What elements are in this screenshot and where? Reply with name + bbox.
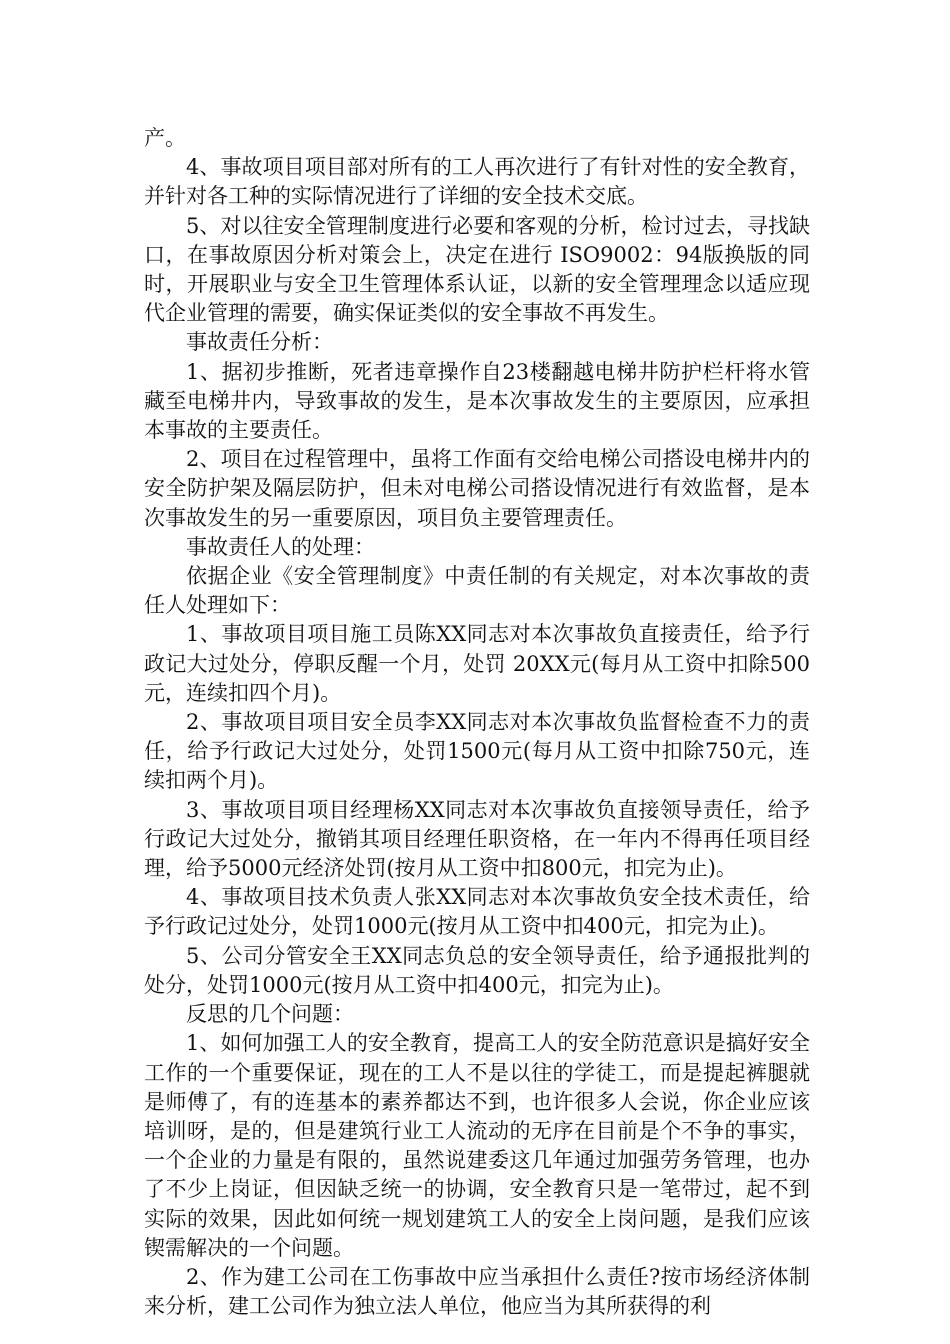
paragraph-handling-basis: 依据企业《安全管理制度》中责任制的有关规定，对本次事故的责任人处理如下：	[144, 564, 810, 618]
section-heading-responsible-person-handling: 事故责任人的处理：	[186, 534, 375, 559]
paragraph-reflection-2: 2、作为建工公司在工伤事故中应当承担什么责任?按市场经济体制来分析，建工公司作为独立法人单位，他应当为其所获得的利	[144, 1264, 810, 1319]
paragraph-handling-1: 1、事故项目项目施工员陈XX同志对本次事故负直接责任，给予行政记大过处分，停职反醒一个月，处罚 20XX元(每月从工资中扣除500元，连续扣四个月)。	[144, 622, 810, 705]
document-page	[144, 124, 810, 1321]
paragraph-item-4-safety-education: 4、事故项目项目部对所有的工人再次进行了有针对性的安全教育，并针对各工种的实际情况进行了详细的安全技术交底。	[144, 155, 810, 209]
paragraph-responsibility-2: 2、项目在过程管理中，虽将工作面有交给电梯公司搭设电梯井内的安全防护架及隔层防护，但未对电梯公司搭设情况进行有效监督，是本次事故发生的另一重要原因，项目负主要管理责任。	[144, 447, 810, 530]
paragraph-reflection-1: 1、如何加强工人的安全教育，提高工人的安全防范意识是搞好安全工作的一个重要保证，现在的工人不是以往的学徒工，而是提起裤腿就是师傅了，有的连基本的素养都达不到，也许很多人会说，你企业应该培训呀，是的，但是建筑行业工人流动的无序在目前是个不争的事实，一个企业的力量是有限的，虽然说建委这几年通过加强劳务管理，也办了不少上岗证，但因缺乏统一的协调，安全教育只是一笔带过，起不到实际的效果，因此如何统一规划建筑工人的安全上岗问题，是我们应该锲需解决的一个问题。	[144, 1031, 810, 1260]
paragraph-item-5-management-review: 5、对以往安全管理制度进行必要和客观的分析，检讨过去，寻找缺口，在事故原因分析对策会上，决定在进行 ISO9002：94版换版的同时，开展职业与安全卫生管理体系认证，以新的安全管理理念以适应现代企业管理的需要，确实保证类似的安全事故不再发生。	[144, 213, 810, 326]
paragraph-handling-5: 5、公司分管安全王XX同志负总的安全领导责任，给予通报批判的处分，处罚1000元(按月从工资中扣400元，扣完为止)。	[144, 943, 810, 997]
section-heading-reflections: 反思的几个问题：	[186, 1002, 354, 1027]
paragraph-handling-4: 4、事故项目技术负责人张XX同志对本次事故负安全技术责任，给予行政记过处分，处罚1000元(按月从工资中扣400元，扣完为止)。	[144, 885, 810, 939]
paragraph-handling-2: 2、事故项目项目安全员李XX同志对本次事故负监督检查不力的责任，给予行政记大过处分，处罚1500元(每月从工资中扣除750元，连续扣两个月)。	[144, 710, 810, 793]
paragraph-continuation: 产。	[144, 126, 186, 150]
paragraph-responsibility-1: 1、据初步推断，死者违章操作自23楼翻越电梯井防护栏杆将水管藏至电梯井内，导致事故的发生，是本次事故发生的主要原因，应承担本事故的主要责任。	[144, 359, 810, 443]
section-heading-responsibility-analysis: 事故责任分析：	[186, 330, 333, 355]
paragraph-handling-3: 3、事故项目项目经理杨XX同志对本次事故负直接领导责任，给予行政记大过处分，撤销其项目经理任职资格，在一年内不得再任项目经理，给予5000元经济处罚(按月从工资中扣800元，扣完为止)。	[144, 797, 810, 881]
